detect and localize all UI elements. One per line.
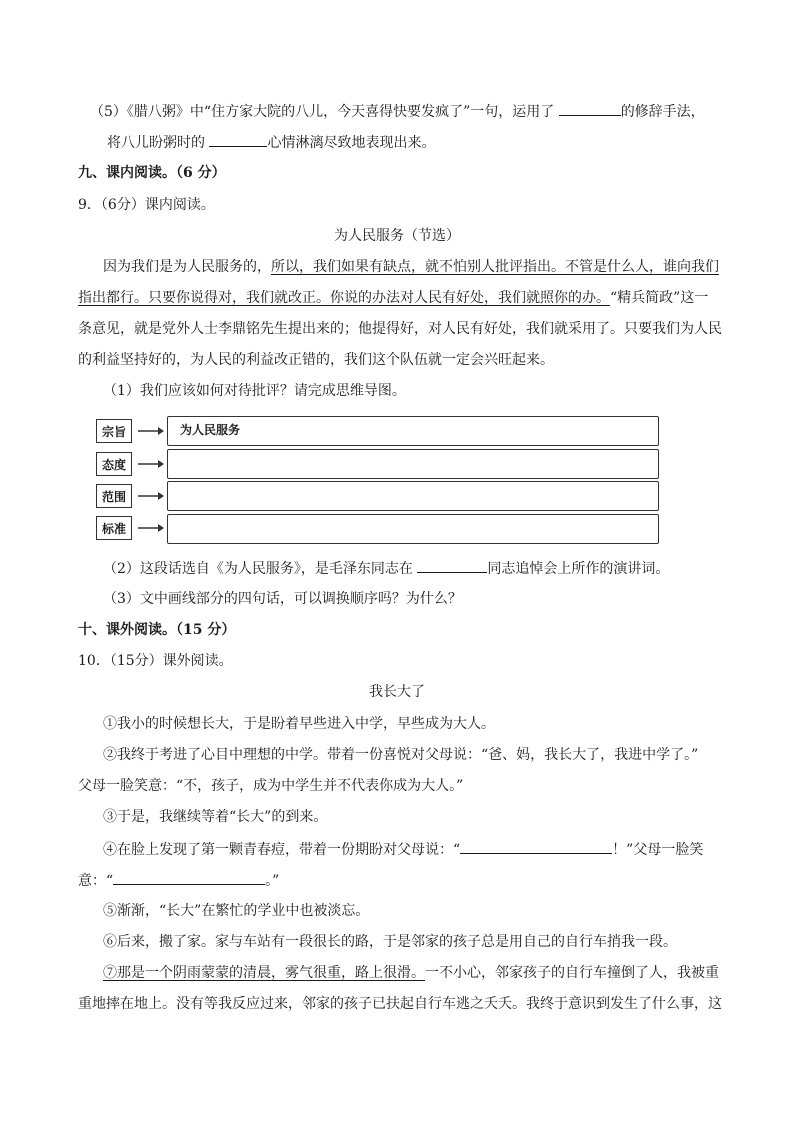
mindmap-box-scope[interactable] [167, 481, 659, 511]
passage10-para4-line1 [103, 839, 703, 860]
para4-text: 。” [265, 873, 280, 889]
arrow-right-icon [138, 425, 164, 437]
q9-sub2-blank[interactable] [417, 558, 487, 573]
passage10-para8: 重地摔在地上。没有等我反应过来，邻家的孩子已扶起自行车逃之夭夭。我终于意识到发生了什么事，这 [78, 996, 722, 1012]
passage10-para5: ⑤渐渐，“长大”在繁忙的学业中也被淡忘。 [103, 903, 370, 919]
question10: 10．（15分）课外阅读。 [78, 653, 233, 669]
underlined-text: ⑦那是一个阴雨蒙蒙的清晨，雾气很重，路上很滑。 [103, 965, 425, 981]
passage10-para6: ⑥后来，搬了家。家与车站有一段很长的路，于是邻家的孩子总是用自己的自行车捎我一段。 [103, 934, 677, 950]
q5-line1 [90, 101, 705, 122]
para4-text: 意：“ [78, 873, 114, 889]
passage-text: 因为我们是为人民服务的， [103, 259, 271, 275]
mindmap-box-attitude[interactable] [167, 449, 659, 479]
passage9-line3: 条意见，就是党外人士李鼎铭先生提出来的；他提得好，对人民有好处，我们就采用了。只要我们为人民 [78, 321, 722, 337]
passage10-para2-line1: ②我终于考进了心目中理想的中学。带着一份喜悦对父母说：“爸、妈，我长大了，我进中学了。” [103, 747, 699, 763]
arrow-right-icon [138, 490, 164, 502]
q9-sub3: （3）文中画线部分的四句话，可以调换顺序吗？为什么？ [103, 591, 462, 607]
q5-text: （5）《腊八粥》中“住方家大院的八儿，今天喜得快要发疯了”一句，运用了 [90, 104, 555, 120]
q9-sub2-text: 同志追悼会上所作的演讲词。 [487, 561, 670, 577]
underlined-text: 所以，我们如果有缺点，就不怕别人批评指出。不管是什么人，谁向我们 [271, 259, 719, 275]
q5-text: 心情淋漓尽致地表现出来。 [267, 135, 436, 151]
mindmap-label-purpose: 宗旨 [96, 419, 132, 443]
passage10-para7 [103, 963, 719, 983]
arrow-right-icon [138, 458, 164, 470]
question9: 9．（6分）课内阅读。 [78, 197, 215, 213]
passage10-para4-line2 [78, 870, 279, 891]
passage-text: “精兵简政”这一 [610, 290, 709, 306]
passage10-para3: ③于是，我继续等着“长大”的到来。 [103, 809, 328, 825]
mindmap-label-attitude: 态度 [96, 452, 132, 476]
arrow-right-icon [138, 522, 164, 534]
passage10-para1: ①我小的时候想长大，于是盼着早些进入中学，早些成为大人。 [103, 716, 495, 732]
passage-text: 一不小心，邻家孩子的自行车撞倒了人，我被重 [425, 965, 719, 981]
section10-heading: 十、课外阅读。（15 分） [78, 622, 236, 638]
passage9-line2 [78, 288, 708, 308]
mindmap-box-purpose: 为人民服务 [167, 416, 659, 446]
para4-text: ④在脸上发现了第一颗青春痘，带着一份期盼对父母说：“ [103, 842, 461, 858]
passage9-line4: 的利益坚持好的，为人民的利益改正错的，我们这个队伍就一定会兴旺起来。 [78, 352, 554, 368]
passage10-para2-line2: 父母一脸笑意：“不，孩子，成为中学生并不代表你成为大人。” [78, 778, 464, 794]
passage9-line1 [103, 257, 719, 277]
q9-sub2 [103, 558, 669, 579]
mindmap-label-standard: 标准 [96, 516, 132, 540]
para4-blank-1[interactable] [460, 839, 612, 854]
q9-sub1: （1）我们应该如何对待批评？请完成思维导图。 [103, 383, 406, 399]
q5-text: 将八儿盼粥时的 [107, 135, 205, 151]
q9-sub2-text: （2）这段话选自《为人民服务》，是毛泽东同志在 [103, 561, 413, 577]
underlined-text: 指出都行。只要你说得对，我们就改正。你说的办法对人民有好处，我们就照你的办。 [78, 290, 610, 306]
q5-blank-mood[interactable] [209, 132, 267, 147]
para4-blank-2[interactable] [113, 870, 265, 885]
q5-blank-rhetoric[interactable] [559, 101, 621, 116]
section9-heading: 九、课内阅读。（6 分） [78, 165, 226, 181]
q5-line2 [107, 132, 435, 153]
passage10-title: 我长大了 [369, 684, 425, 700]
q5-text: 的修辞手法， [620, 104, 705, 120]
mindmap-box-standard[interactable] [167, 514, 659, 544]
passage9-title: 为人民服务（节选） [334, 228, 460, 244]
mindmap-label-scope: 范围 [96, 484, 132, 508]
para4-text: ！”父母一脸笑 [612, 842, 704, 858]
